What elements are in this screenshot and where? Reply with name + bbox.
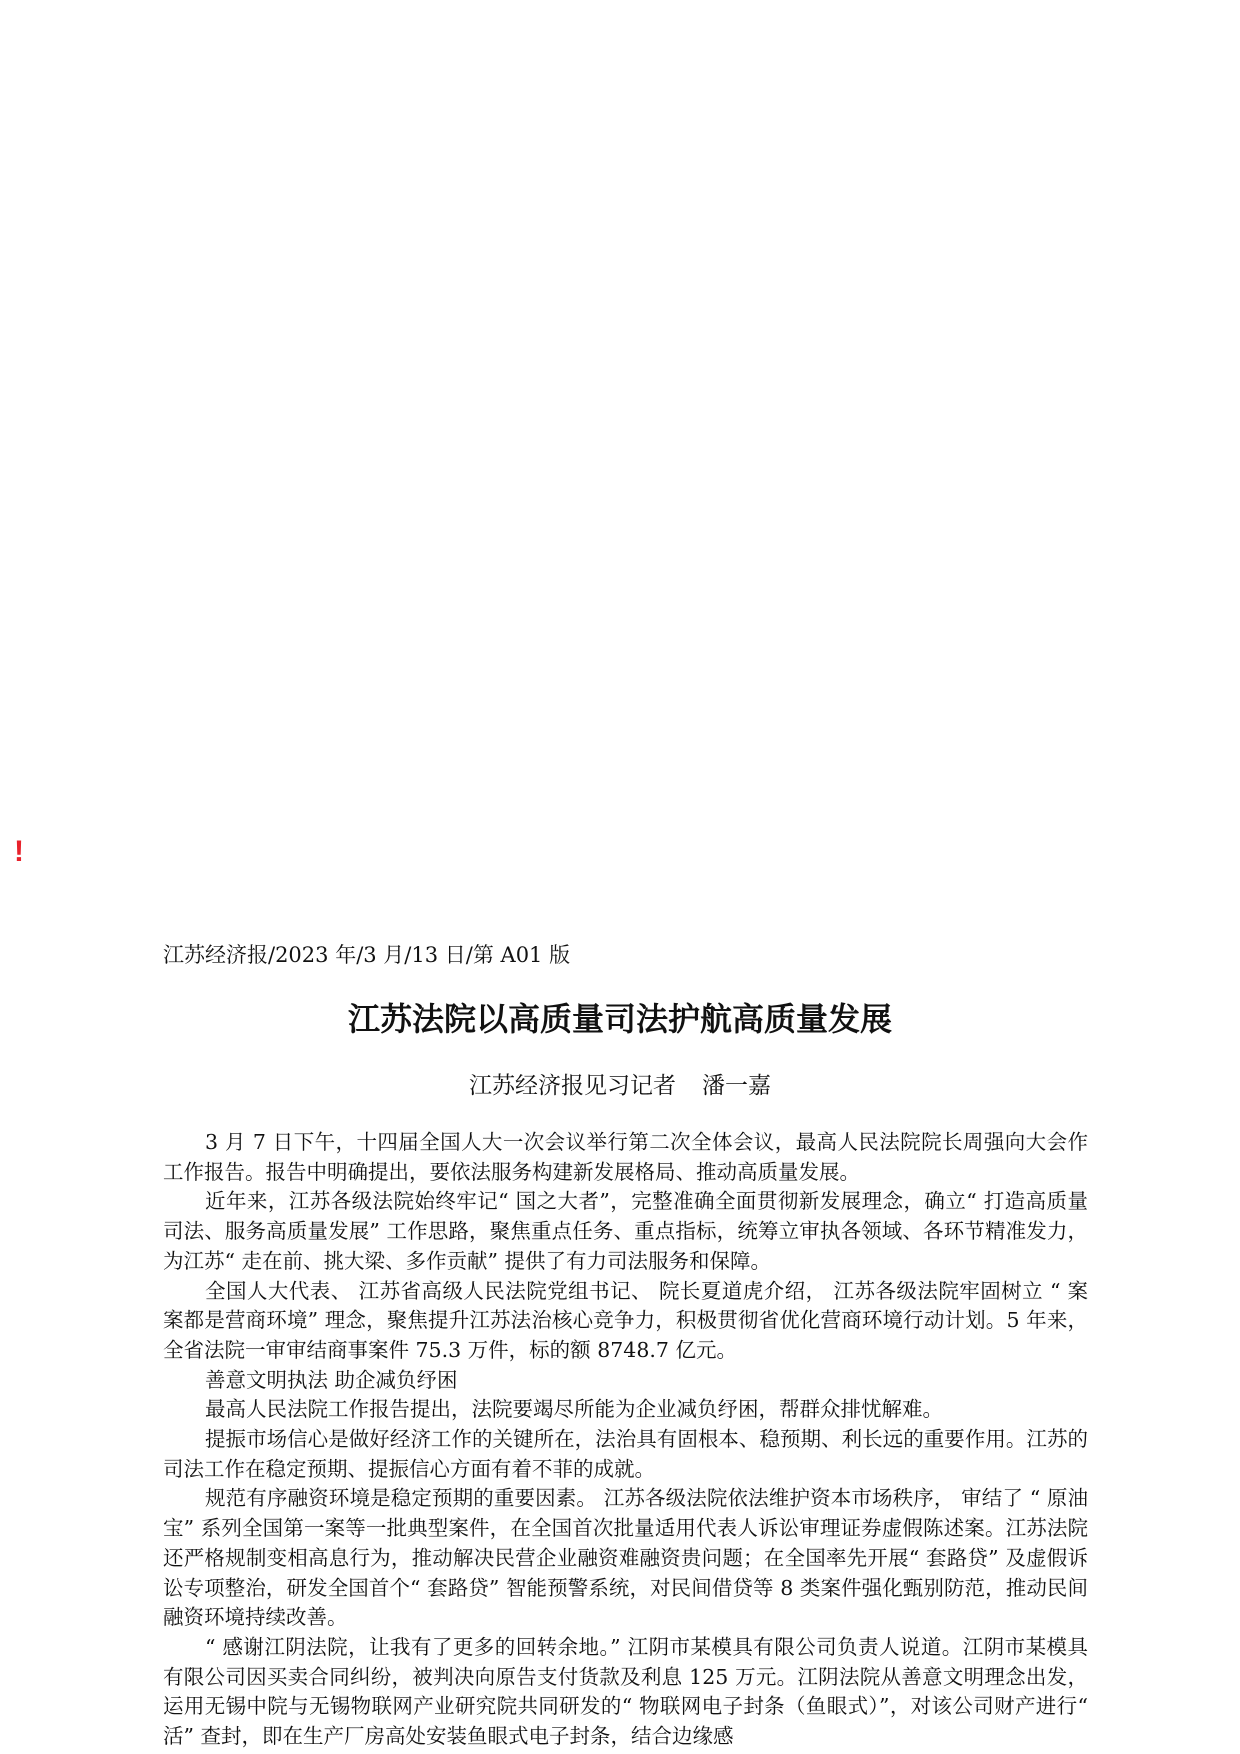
- paragraph: 提振市场信心是做好经济工作的关键所在，法治具有固根本、稳预期、利长远的重要作用。江苏的司法工作在稳定预期、提振信心方面有着不菲的成就。: [163, 1427, 1088, 1481]
- alert-marker: !: [14, 835, 24, 868]
- article-title: 江苏法院以高质量司法护航高质量发展: [347, 1000, 892, 1038]
- paragraph: “ 感谢江阴法院，让我有了更多的回转余地。” 江阴市某模具有限公司负责人说道。江阴市某模具有限公司因买卖合同纠纷，被判决向原告支付货款及利息 125 万元。江阴法院从善意文明理念出发，运用无锡中院与无锡物联网产业研究院共同研发的“ 物联网电子封条（鱼眼式）”，对该公司财产进行“ 活” 查封，即在生产厂房高处安装鱼眼式电子封条，结合边缘感: [163, 1634, 1088, 1749]
- byline-author: 潘一嘉: [702, 1073, 771, 1099]
- article-body: [163, 1128, 1088, 1752]
- paragraph: 全国人大代表、 江苏省高级人民法院党组书记、 院长夏道虎介绍， 江苏各级法院牢固树立 “ 案案都是营商环境” 理念，聚焦提升江苏法治核心竞争力，积极贯彻省优化营商环境行动计划。5 年来，全省法院一审审结商事案件 75.3 万件，标的额 8748.7 亿元。: [163, 1278, 1088, 1362]
- paragraph: 近年来，江苏各级法院始终牢记“ 国之大者”，完整准确全面贯彻新发展理念，确立“ 打造高质量司法、服务高质量发展” 工作思路，聚焦重点任务、重点指标，统筹立审执各领域、各环节精准发力，为江苏“ 走在前、挑大梁、多作贡献” 提供了有力司法服务和保障。: [163, 1189, 1088, 1273]
- source-line: 江苏经济报/2023 年/3 月/13 日/第 A01 版: [163, 943, 571, 967]
- byline-role: 江苏经济报见习记者: [469, 1073, 676, 1099]
- byline: [163, 1069, 1077, 1103]
- paragraph: 规范有序融资环境是稳定预期的重要因素。 江苏各级法院依法维护资本市场秩序， 审结了 “ 原油宝” 系列全国第一案等一批典型案件，在全国首次批量适用代表人诉讼审理证券虚假陈述案。江苏法院还严格规制变相高息行为，推动解决民营企业融资难融资贵问题；在全国率先开展“ 套路贷” 及虚假诉讼专项整治，研发全国首个“ 套路贷” 智能预警系统，对民间借贷等 8 类案件强化甄别防范，推动民间融资环境持续改善。: [163, 1486, 1088, 1630]
- section-heading: 善意文明执法 助企减负纾困: [205, 1367, 458, 1392]
- paragraph: 3 月 7 日下午，十四届全国人大一次会议举行第二次全体会议，最高人民法院院长周强向大会作工作报告。报告中明确提出，要依法服务构建新发展格局、推动高质量发展。: [163, 1130, 1088, 1184]
- paragraph: 最高人民法院工作报告提出，法院要竭尽所能为企业减负纾困，帮群众排忧解难。: [205, 1397, 943, 1422]
